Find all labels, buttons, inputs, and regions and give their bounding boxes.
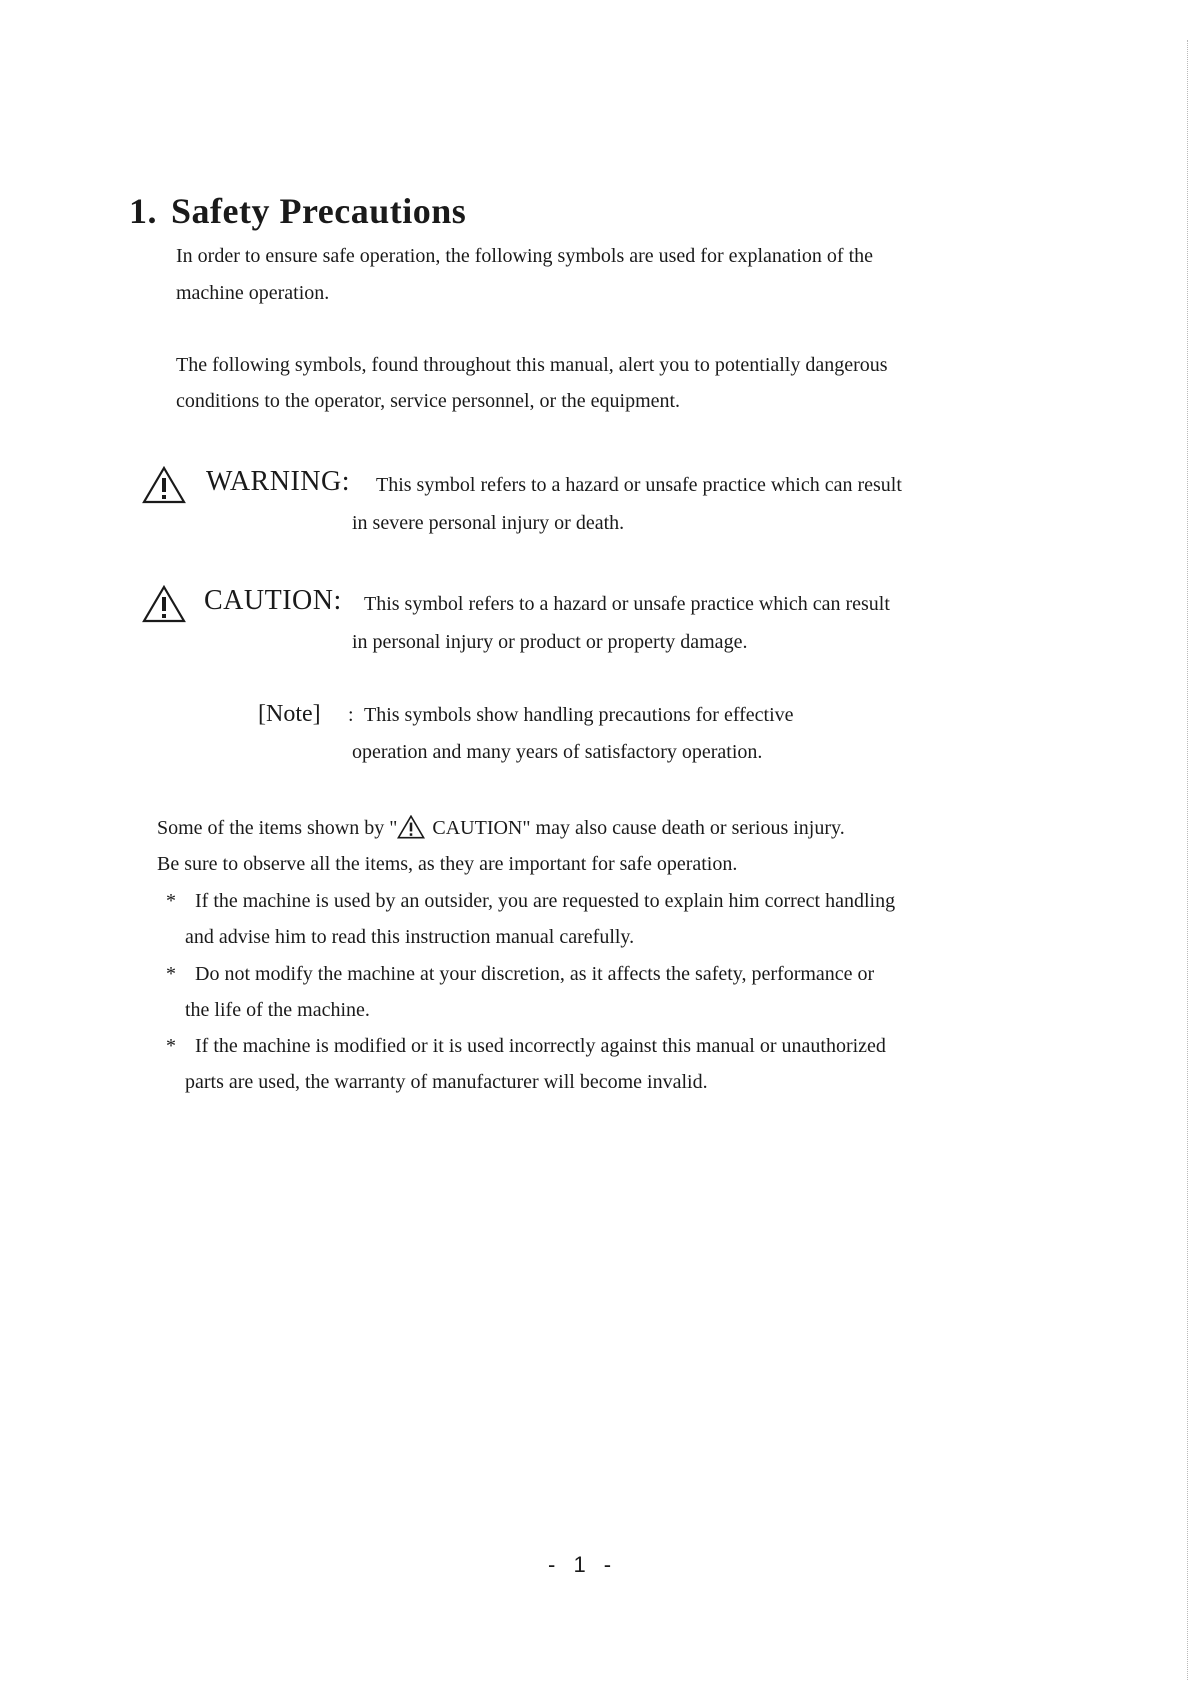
bullet-3-line-2: parts are used, the warranty of manufacturer will become invalid.	[185, 1071, 708, 1093]
caution-notice-before: Some of the items shown by "	[157, 817, 398, 839]
section-number: 1.	[129, 191, 157, 231]
caution-label: CAUTION:	[204, 585, 342, 616]
caution-text-line-2: in personal injury or product or property damage.	[352, 631, 748, 653]
caution-triangle-icon	[142, 585, 186, 623]
warning-text-line-1: This symbol refers to a hazard or unsafe practice which can result	[376, 474, 902, 496]
note-text-line-2: operation and many years of satisfactory operation.	[352, 741, 763, 763]
bullet-marker-1: *	[166, 890, 176, 912]
bullet-marker-3: *	[166, 1035, 176, 1057]
symbols-intro-line-1: The following symbols, found throughout this manual, alert you to potentially dangerous	[176, 354, 888, 376]
note-label: [Note]	[258, 701, 321, 727]
bullet-marker-2: *	[166, 963, 176, 985]
bullet-1-line-1: If the machine is used by an outsider, you are requested to explain him correct handling	[195, 890, 896, 912]
inline-caution-triangle-icon	[397, 815, 425, 839]
page-number: - 1 -	[548, 1552, 618, 1577]
caution-notice-after: CAUTION" may also cause death or serious injury.	[427, 817, 845, 839]
section-title: Safety Precautions	[171, 191, 467, 231]
warning-label: WARNING:	[206, 466, 350, 497]
warning-text-line-2: in severe personal injury or death.	[352, 512, 625, 534]
caution-notice-line-1	[157, 818, 845, 839]
note-separator: :	[348, 704, 354, 726]
intro-line-2: machine operation.	[176, 282, 330, 304]
intro-line-1: In order to ensure safe operation, the following symbols are used for explanation of the	[176, 245, 874, 267]
bullet-3-line-1: If the machine is modified or it is used incorrectly against this manual or unauthorized	[195, 1035, 886, 1057]
note-text-line-1: This symbols show handling precautions for effective	[364, 704, 794, 726]
section-heading	[129, 190, 466, 232]
bullet-1-line-2: and advise him to read this instruction manual carefully.	[185, 926, 635, 948]
caution-text-line-1: This symbol refers to a hazard or unsafe practice which can result	[364, 593, 890, 615]
bullet-2-line-1: Do not modify the machine at your discretion, as it affects the safety, performance or	[195, 963, 875, 985]
bullet-2-line-2: the life of the machine.	[185, 999, 370, 1021]
warning-triangle-icon	[142, 466, 186, 504]
scan-edge-line	[1187, 40, 1189, 1680]
symbols-intro-line-2: conditions to the operator, service personnel, or the equipment.	[176, 390, 681, 412]
caution-notice-line-2: Be sure to observe all the items, as they are important for safe operation.	[157, 853, 738, 875]
